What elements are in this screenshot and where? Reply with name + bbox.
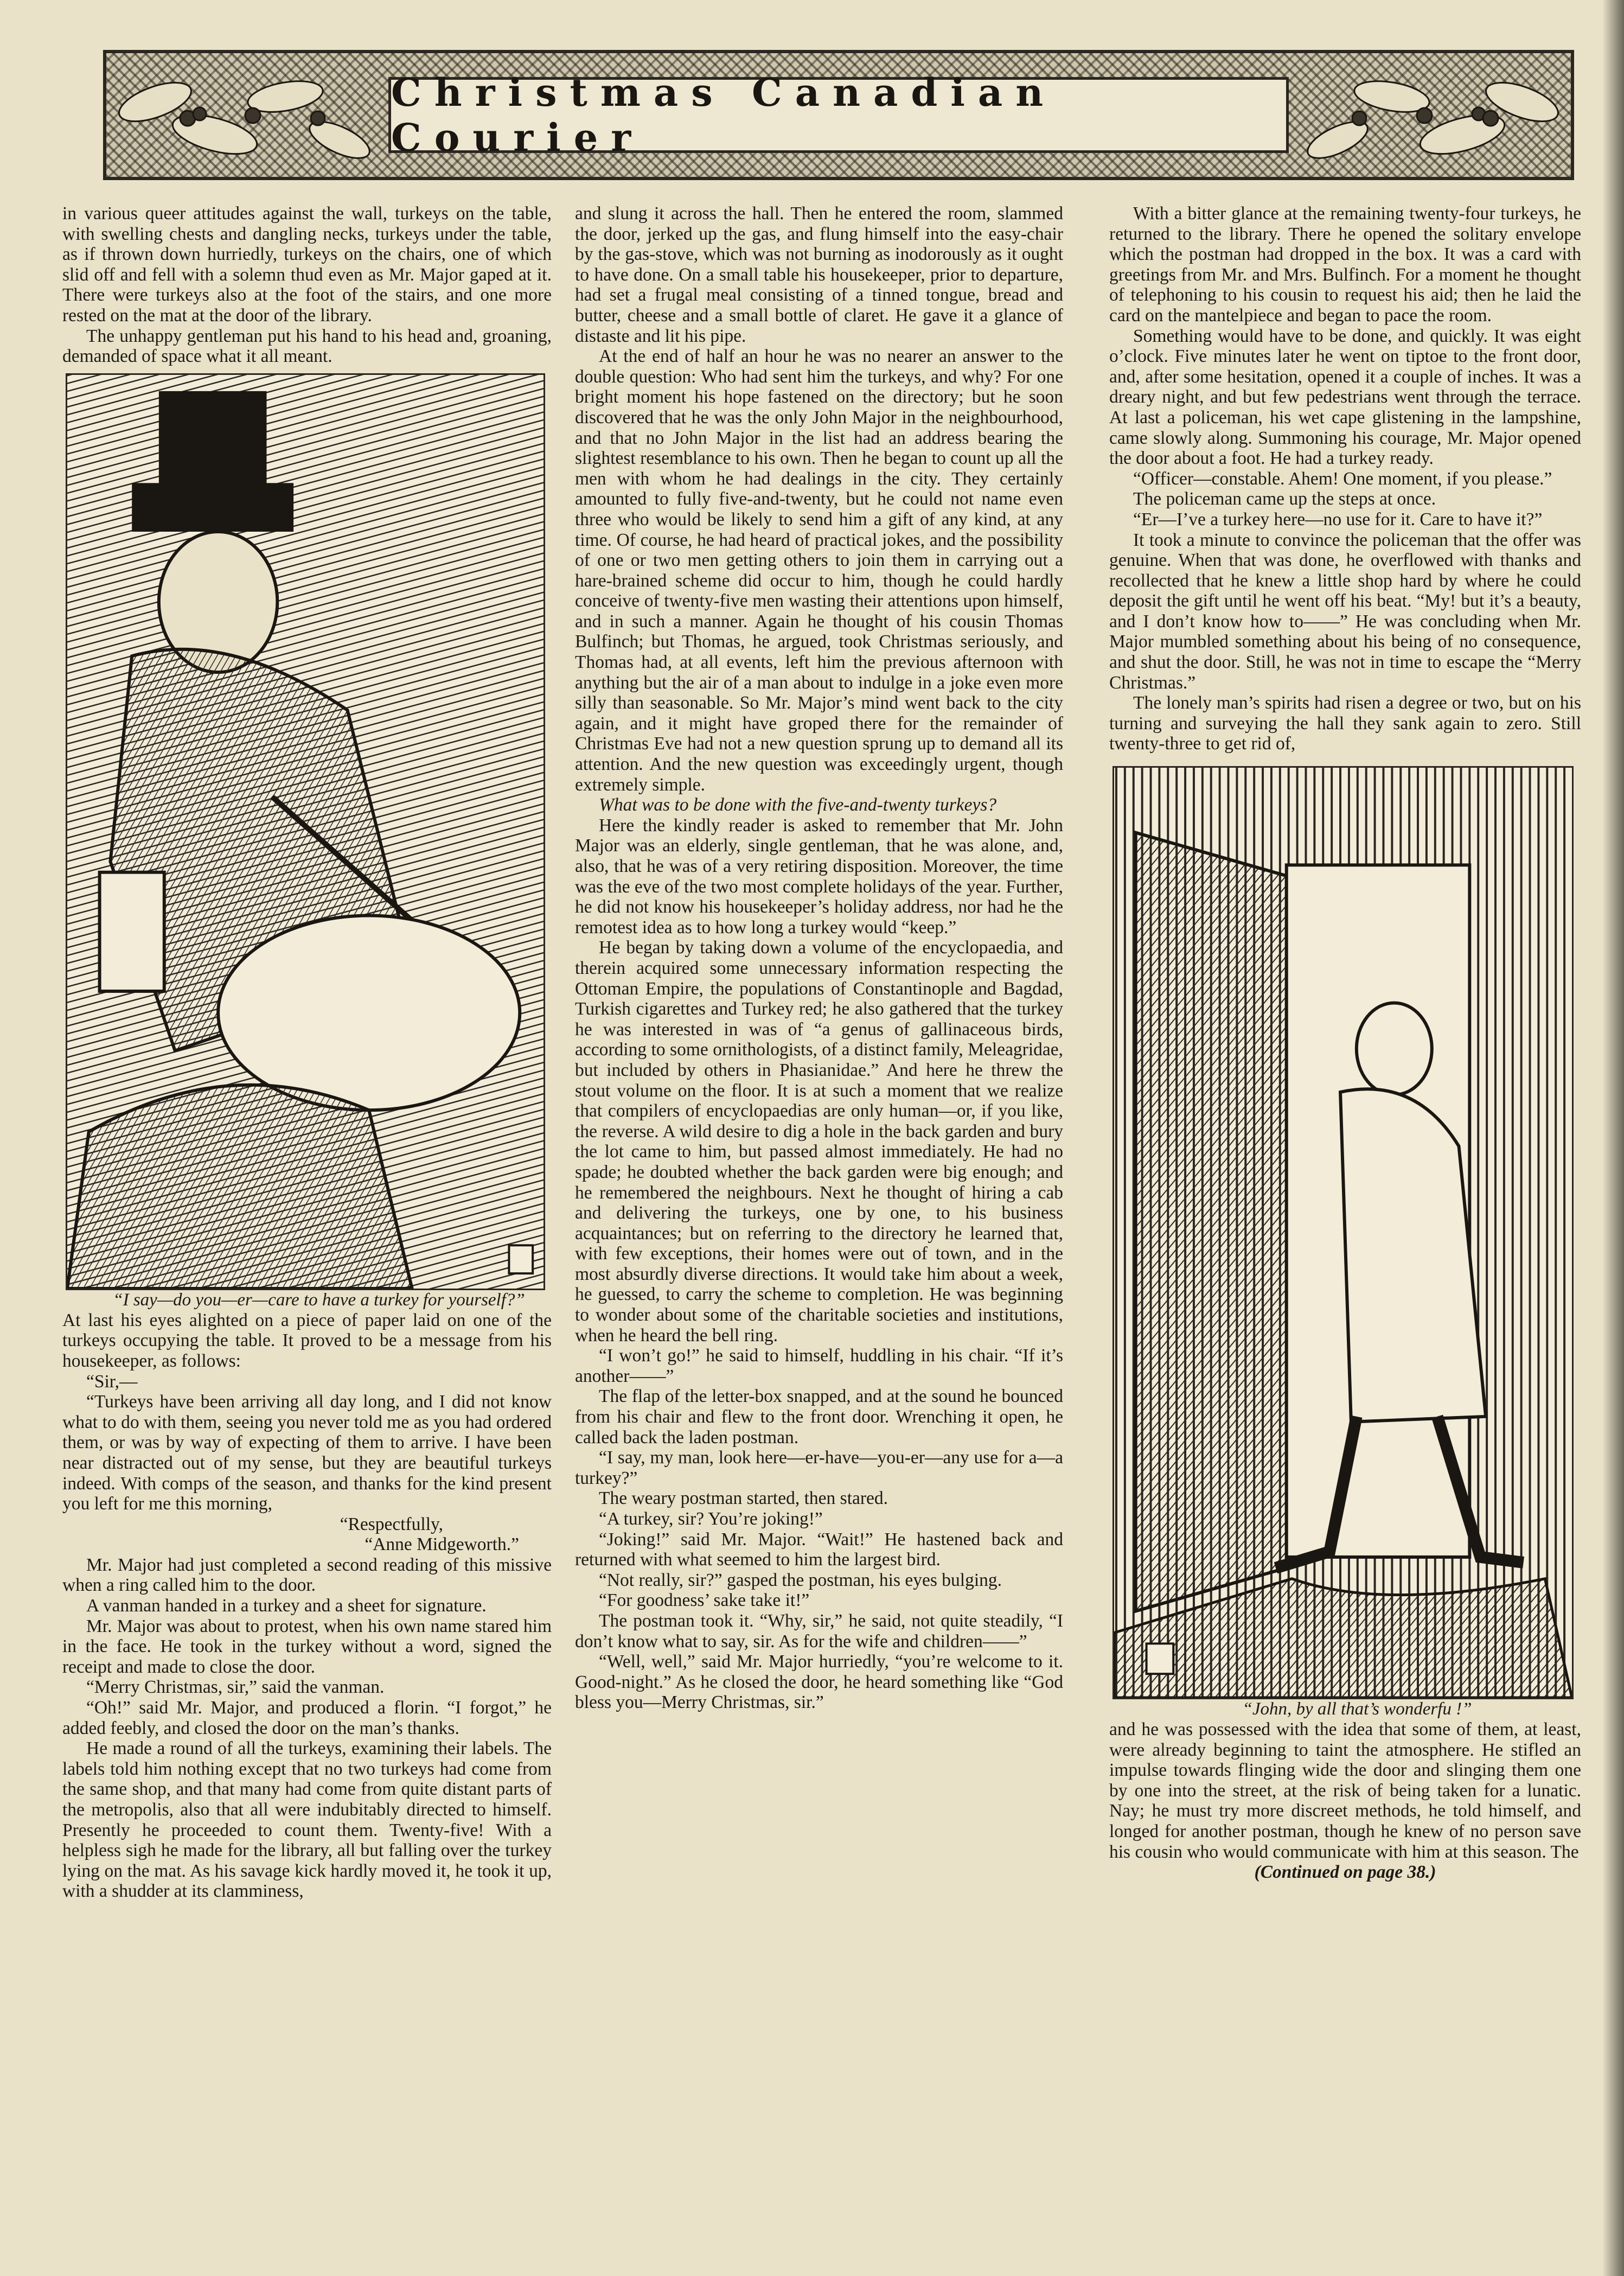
paragraph: “I say, my man, look here—er-have—you-er—any use for a—a turkey?” — [575, 1448, 1063, 1488]
paragraph: A vanman handed in a turkey and a sheet for signature. — [86, 1596, 487, 1616]
paragraph: At last his eyes alighted on a piece of paper laid on one of the turkeys occupying the table. It proved to be a message from his housekeeper, as follows: — [62, 1310, 552, 1371]
paragraph: The postman took it. “Why, sir,” he said, not quite steadily, “I don’t know what to say, sir. As for the wife and children——” — [575, 1610, 1063, 1652]
column-1 — [62, 203, 552, 1902]
paragraph: “Er—I’ve a turkey here—no use for it. Care to have it?” — [1133, 509, 1543, 530]
paragraph-question: What was to be done with the five-and-twenty turkeys? — [599, 795, 997, 815]
illustration-caption: “I say—do you—er—care to have a turkey for yourself?” — [113, 1290, 525, 1310]
paragraph: He made a round of all the turkeys, examining their labels. The labels told him nothing except that no two turkeys had come from the same shop, and that many had come from quite distant parts of the metropolis, also that all were indubitably directed to himself. Presently he proceeded to count them. Twenty-five! With a helpless sigh he made for the library, all but falling over the turkey lying on the mat. As his savage kick hardly moved it, he took it up, with a shudder at its clamminess, — [62, 1738, 552, 1902]
letter-salutation: “Sir,— — [86, 1371, 138, 1392]
masthead-title: Christmas Canadian Courier — [391, 70, 1057, 160]
paragraph: Mr. Major was about to protest, when his own name stared him in the face. He took in the turkey without a word, signed the receipt and made to close the door. — [62, 1616, 552, 1677]
paragraph: With a bitter glance at the remaining twenty-four turkeys, he returned to the library. There he opened the solitary envelope which the postman had dropped in the box. It was a card with greetings from Mr. and Mrs. Bulfinch. For a moment he thought of telephoning to his cousin to request his aid; then he laid the card on the mantelpiece and began to pace the room. — [1109, 203, 1581, 326]
paragraph: Mr. Major had just completed a second reading of this missive when a ring called him to the door. — [62, 1554, 552, 1596]
paragraph: and he was possessed with the idea that some of them, at least, were already beginning to taint the atmosphere. He stifled an impulse towards flinging wide the door and slinging them one by one into the street, at the risk of being taken for a lunatic. Nay; he must try more discreet methods, he told himself, and longed for another postman, though he knew of no person save his cousin who would communicate with him at this season. The — [1109, 1719, 1581, 1862]
letter-body: “Turkeys have been arriving all day long, and I did not know what to do with them, seeing you never told me as you had ordered them, or was by way of expecting of them to arrive. I have been near distracted out of my sense, but they are beautiful turkeys indeed. With comps of the season, and thanks for the kind present you left for me this morning, — [62, 1392, 552, 1514]
paragraph: “For goodness’ sake take it!” — [599, 1590, 810, 1611]
column-3 — [1109, 203, 1581, 1883]
masthead-title-panel — [388, 70, 1289, 160]
paragraph: Here the kindly reader is asked to remember that Mr. John Major was an elderly, single gentleman, that he was alone, and, also, that he was of a very retiring disposition. Moreover, the time was the eve of the two most complete holidays of the year. Further, he did not know his housekeeper’s holiday address, nor had he the remotest idea as to how long a turkey would “keep.” — [575, 815, 1063, 938]
paragraph: The unhappy gentleman put his hand to his head and, groaning, demanded of space what it all meant. — [62, 326, 552, 367]
paragraph: “Joking!” said Mr. Major. “Wait!” He hastened back and returned with what seemed to him the largest bird. — [575, 1529, 1063, 1570]
paragraph: “Officer—constable. Ahem! One moment, if you please.” — [1133, 468, 1552, 489]
paragraph: The weary postman started, then stared. — [599, 1488, 888, 1509]
illustration-man-at-door — [1112, 766, 1574, 1699]
paragraph: “A turkey, sir? You’re joking!” — [599, 1509, 823, 1529]
paragraph: “I won’t go!” he said to himself, huddling in his chair. “If it’s another——” — [575, 1346, 1063, 1386]
illustration-man-in-top-hat — [66, 373, 545, 1290]
paragraph: “Not really, sir?” gasped the postman, his eyes bulging. — [599, 1570, 1002, 1590]
letter-signature: “Anne Midgeworth.” — [365, 1534, 519, 1555]
paragraph: Something would have to be done, and quickly. It was eight o’clock. Five minutes later he went on tiptoe to the front door, and, after some hesitation, opened it a couple of inches. It was a dreary night, and but few pedestrians went through the terrace. At last a policeman, his wet cape glistening in the lampshine, came slowly along. Summoning his courage, Mr. Major opened the door about a foot. He had a turkey ready. — [1109, 326, 1581, 469]
paragraph: The flap of the letter-box snapped, and at the sound he bounced from his chair and flew to the front door. Wrenching it open, he called back the laden postman. — [575, 1386, 1063, 1448]
paragraph: “Merry Christmas, sir,” said the vanman. — [86, 1677, 385, 1698]
masthead-banner — [103, 50, 1574, 180]
paragraph: The policeman came up the steps at once. — [1133, 489, 1436, 509]
paragraph: He began by taking down a volume of the encyclopaedia, and therein acquired some unnecessary information respecting the Ottoman Empire, the populations of Constantinople and Bagdad, Turkish cigarettes and Turkey red; he also gathered that the turkey he was interested in was of “a genus of gallinaceous birds, according to some ornithologists, of a distinct family, Meleagridae, but included by others in Phasianidae.” And here he threw the stout volume on the floor. It is at such a moment that we realize that compilers of encyclopaedias are only human—or, if you like, the reverse. A wild desire to dig a hole in the back garden and bury the lot came to him, but passed almost immediately. He had no spade; he doubted whether the back garden were big enough; and he remembered the neighbours. Next he thought of hiring a cab and delivering the turkeys, one by one, to his business acquaintances; but on referring to the directory he learned that, with few exceptions, their homes were out of town, and in the most absurdly diverse directions. It would take him about a week, he guessed, to carry the scheme to completion. He was beginning to wonder about some of the charitable societies and institutions, when he heard the bell ring. — [575, 938, 1063, 1346]
holly-ornament-left — [106, 64, 388, 173]
holly-ornament-right — [1289, 64, 1571, 173]
letter-closing: “Respectfully, — [340, 1514, 443, 1534]
column-2 — [575, 203, 1063, 1713]
paragraph: At the end of half an hour he was no nearer an answer to the double question: Who had sent him the turkeys, and why? For one bright moment his hope fastened on the directory; but he soon discovered that he was the only John Major in the neighbourhood, and that no John Major in the list had an address bearing the slightest resemblance to his own. Then he began to count up all the men with whom he had dealings in the city. They certainly amounted to fully five-and-twenty, but he could not name even three who would be likely to send him a gift of any kind, at any time. Of course, he had heard of practical jokes, and the possibility of one or two men getting others to join them in carrying out a hare-brained scheme did occur to him, though he could hardly conceive of twenty-five men wasting their attentions upon himself, and in such a manner. Again he thought of his cousin Thomas Bulfinch; but Thomas, he argued, took Christmas seriously, and Thomas had, at all events, left him the previous afternoon with anything but the air of a man about to indulge in a joke even more silly than seasonable. So Mr. Major’s mind went back to the city again, and it might have groped there for the remainder of Christmas Eve had not a new question sprung up to demand all its attention. And the new question was exceedingly urgent, though extremely simple. — [575, 346, 1063, 795]
paragraph: “Well, well,” said Mr. Major hurriedly, “you’re welcome to it. Good-night.” As he closed the door, he heard something like “God bless you—Merry Christmas, sir.” — [575, 1652, 1063, 1713]
illustration-caption: “John, by all that’s wonderfu !” — [1242, 1699, 1472, 1719]
paragraph: “Oh!” said Mr. Major, and produced a florin. “I forgot,” he added feebly, and closed the door on the man’s thanks. — [62, 1698, 552, 1738]
paragraph: in various queer attitudes against the wall, turkeys on the table, with swelling chests and dangling necks, turkeys under the table, as if thrown down hurriedly, turkeys on the chairs, one of which slid off and fell with a solemn thud even as Mr. Major gaped at it. There were turkeys also at the foot of the stairs, and one more rested on the mat at the door of the library. — [62, 203, 552, 326]
paragraph: The lonely man’s spirits had risen a degree or two, but on his turning and surveying the hall they sank again to zero. Still twenty-three to get rid of, — [1109, 693, 1581, 754]
binding-shadow — [1602, 0, 1624, 2276]
paragraph: It took a minute to convince the policeman that the offer was genuine. When that was done, he overflowed with thanks and recollected that he knew a little shop hard by where he could deposit the gift until he went off his beat. “My! but it’s a beauty, and I don’t know how to——” He was concluding when Mr. Major mumbled something about his being of no consequence, and shut the door. Still, he was not in time to escape the “Merry Christmas.” — [1109, 530, 1581, 693]
continued-note: (Continued on page 38.) — [1254, 1862, 1436, 1883]
paragraph: and slung it across the hall. Then he entered the room, slammed the door, jerked up the gas, and flung himself into the easy-chair by the gas-stove, which was not burning as inodorously as it ought to have done. On a small table his housekeeper, prior to departure, had set a frugal meal consisting of a tinned tongue, bread and butter, cheese and a small bottle of claret. He gave it a glance of distaste and lit his pipe. — [575, 203, 1063, 346]
